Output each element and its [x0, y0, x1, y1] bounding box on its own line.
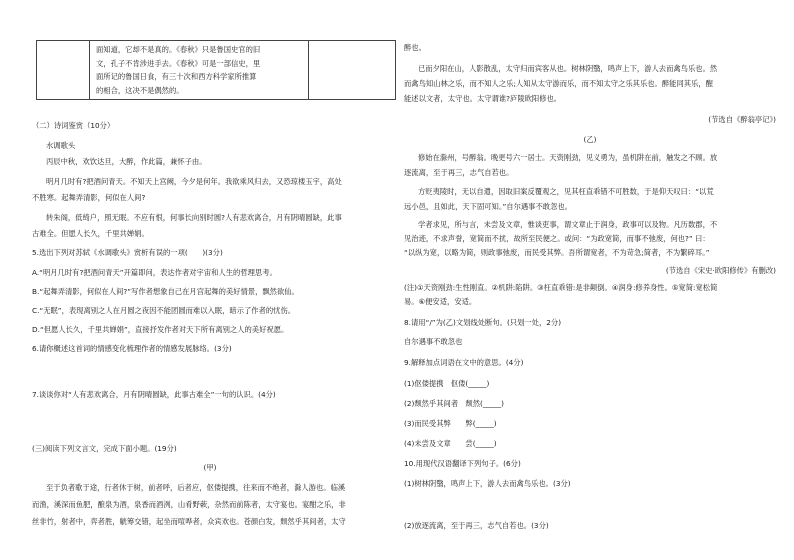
question-9: 9.解释加点词语在文中的意思。(4分) [404, 358, 524, 367]
poem-line: 不胜寒。起舞弄清影，何似在人间? [32, 193, 146, 202]
question-9-item: (4)未尝及文章 尝(_____) [404, 439, 497, 448]
question-7: 7.谈谈你对“人有悲欢离合，月有阴晴圆缺，此事古难全”一句的认识。(4分) [32, 390, 276, 399]
poem-line: 转朱阁，低绮户，照无眠。不应有恨，何事长向别时圆?人有悲欢离合，月有阴晴圆缺，此事 [46, 213, 342, 222]
option-a: A.“明月几时有?把酒问青天”开篇即问，表达作者对宇宙和人生的哲理思考。 [32, 268, 277, 277]
passage-line: 而禽鸟知山林之乐，而不知人之乐;人知从太守游而乐，而不知太守之乐其乐也。醉能同其乐，醒 [404, 79, 713, 88]
question-9-item: (2)颓然乎其间者 颓然(_____) [404, 399, 504, 408]
reading-table [36, 40, 396, 100]
option-c: C.“无眠”，表现离别之人在月圆之夜因不能团圆而难以入眠，暗示了作者的忧伤。 [32, 306, 296, 315]
question-10-2: (2)放逐流离，至于再三，志气自若也。(3分) [404, 521, 549, 530]
question-10-1: (1)树林阴翳，鸣声上下，游人去而禽鸟乐也。(3分) [404, 479, 571, 488]
passage-line: 醉也。 [404, 43, 426, 52]
passage-line: 学者求见，所与言，未尝及文章，惟谈吏事，谓文章止于润身，政事可以及物。凡历数郡，不 [418, 220, 718, 229]
question-9-item: (1)伛偻提携 伛偻(_____) [404, 379, 490, 388]
table-line: 的相合，这决不是偶然的。 [96, 85, 184, 95]
passage-line: 丝非竹，射者中，弈者胜，觥筹交错，起坐而喧哗者，众宾欢也。苍颜白发，颓然乎其间者，太守 [32, 517, 346, 526]
passage-line: “以纵为宽，以略为简，则政事弛废，而民受其弊。吾所谓宽者，不为苛急;简者，不为繁碎耳。” [404, 248, 710, 257]
passage-source: (节选自《醉翁亭记》) [708, 115, 776, 124]
table-line: 面所记的鲁国日食，有三十次和西方科学家所推算 [96, 72, 257, 81]
annotation-line: (注)①天资刚劲:生性刚直。②机阱:陷阱。③枉直乖错:是非颠倒。④润身:修养身性。⑤宽简:宽松简 [404, 283, 718, 292]
table-cell-text [90, 41, 309, 100]
passage-source: (节选自《宋史·欧阳修传》有删改) [665, 266, 776, 275]
passage-line: 而渔，溪深而鱼肥，酿泉为酒，泉香而酒洌，山肴野蔌，杂然而前陈者，太守宴也。宴酣之乐，非 [32, 500, 346, 509]
passage-line: 修始在滁州，号醉翁。晚更号六一居士。天资刚劲，见义勇为，虽机阱在前，触发之不顾。放 [418, 153, 718, 162]
section-title: (三)阅读下列文言文，完成下面小题。(19分) [32, 444, 177, 453]
passage-jia-title: (甲) [203, 463, 217, 472]
table-cell-empty [37, 41, 90, 100]
question-8: 8.请用“/”为(乙)文划线处断句。(只划一处，2分) [404, 318, 562, 327]
passage-yi-title: (乙) [583, 135, 597, 144]
passage-line-underlined: 远小邑，且如此，天下固可知。”自尔遇事不敢忽也。 [404, 202, 572, 211]
section-title: （二）诗词鉴赏（10分） [32, 121, 115, 130]
passage-line: 至于负者歌于途，行者休于树，前者呼，后者应，伛偻提携，往来而不绝者，滁人游也。临溪 [46, 483, 346, 492]
poem-line: 古难全。但愿人长久，千里共婵娟。 [32, 229, 149, 238]
poem-preface: 丙辰中秋，欢饮达旦，大醉，作此篇，兼怀子由。 [46, 157, 207, 166]
right-column [404, 40, 776, 534]
table-line: 文，孔子不肯涉进手去。《春秋》可是一部信史，里 [96, 58, 261, 68]
table-line: 面知道，它却不是真的。《春秋》只是鲁国史官的旧 [96, 45, 261, 54]
question-6: 6.请你概述这首词的情感变化梳理作者的情感发展脉络。(3分) [32, 344, 232, 353]
passage-line: 能述以文者，太守也。太守谓谁?庐陵欧阳修也。 [404, 94, 562, 103]
passage-line: 已而夕阳在山，人影散乱，太守归而宾客从也。树林阴翳，鸣声上下，游人去而禽鸟乐也。然 [418, 64, 718, 73]
passage-line: 方贬夷陵时，无以自遣，因取旧案反覆观之，见其枉直乖错不可胜数，于是仰天叹曰：“以荒 [418, 187, 714, 196]
poem-title: 水调歌头 [46, 141, 76, 150]
passage-line: 逐流离，至于再三，志气自若也。 [404, 168, 514, 177]
poem-line: 明月几时有?把酒问青天。不知天上宫阙，今夕是何年。我欲乘风归去，又恐琼楼玉宇，高处 [46, 177, 342, 186]
question-5: 5.选出下列对苏轼《水调歌头》赏析有误的一项( )(3分) [32, 248, 223, 257]
question-9-item: (3)而民受其弊 弊(_____) [404, 419, 497, 428]
passage-line: 见治迹，不求声誉，宽简而不扰，故所至民便之。或问：“为政宽简，而事不弛废，何也?” 曰： [404, 234, 710, 243]
annotation-line: 易。⑥便安适，安适。 [404, 297, 477, 306]
option-d: D.“但愿人长久，千里共婵娟”，直接抒发作者对天下所有离别之人的美好祝愿。 [32, 325, 289, 334]
table-cell-empty [309, 41, 396, 100]
left-column [32, 40, 388, 530]
question-8-sentence: 自尔遇事不敢忽也 [404, 337, 463, 346]
option-b: B.“起舞弄清影，何似在人间?”写作者想象自己在月宫起舞的美好情景，飘然欲仙。 [32, 287, 299, 296]
question-10: 10.用现代汉语翻译下列句子。(6分) [404, 459, 521, 468]
